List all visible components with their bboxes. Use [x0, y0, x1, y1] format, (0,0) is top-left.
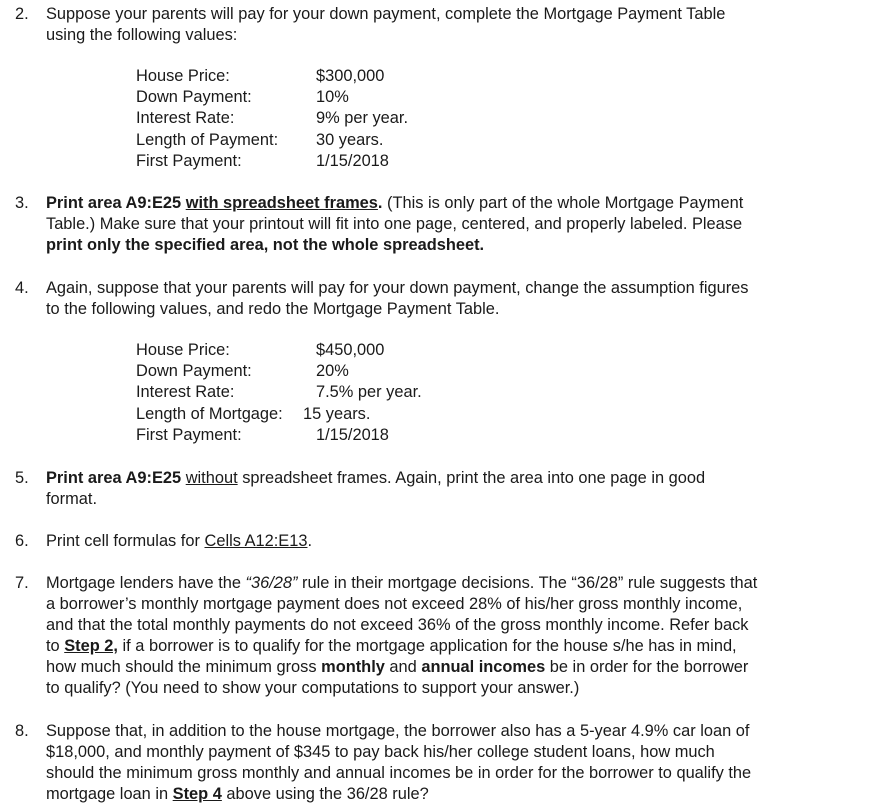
item-text: Print area A9:E25 with spreadsheet frames. (This is only part of the whole Mortgage Payment Table.) Make sure that your printout will fit into one page, centered, and properly labeled. Please print only the specified area, not the whole spreadsheet. — [46, 194, 744, 254]
item-text: Suppose that, in addition to the house mortgage, the borrower also has a 5-year 4.9% car loan of $18,000, and monthly payment of $345 to pay back his/her college student loans, how much should the minimum gross monthly and annual incomes be in order for the borrower to qualify the mortgage loan in Step 4 above using the 36/28 rule? — [46, 722, 752, 803]
item-number: 7. — [15, 574, 29, 592]
item-text: Suppose your parents will pay for your down payment, complete the Mortgage Payment Table using the following values: — [46, 5, 726, 44]
item-number: 5. — [15, 469, 29, 487]
item-text: Print cell formulas for Cells A12:E13. — [46, 532, 313, 550]
item-text: Again, suppose that your parents will pay for your down payment, change the assumption figures to the following values, and redo the Mortgage Payment Table. — [46, 279, 749, 318]
item-number: 8. — [15, 722, 29, 740]
item-number: 3. — [15, 194, 29, 212]
item-text: Mortgage lenders have the “36/28” rule in their mortgage decisions. The “36/28” rule suggests that a borrower’s monthly mortgage payment does not exceed 28% of his/her gross monthly income, and that the total monthly payments do not exceed 36% of the gross monthly income. Refer back to Step 2, if a borrower is to qualify for the mortgage application for the house s/he has in mind, how much should the minimum gross monthly and annual incomes be in order for the borrower to qualify? (You need to show your computations to support your answer.) — [46, 574, 758, 697]
item-number: 6. — [15, 532, 29, 550]
item-text: Print area A9:E25 without spreadsheet frames. Again, print the area into one page in good format. — [46, 469, 706, 508]
item-number: 4. — [15, 279, 29, 297]
item-number: 2. — [15, 5, 29, 23]
